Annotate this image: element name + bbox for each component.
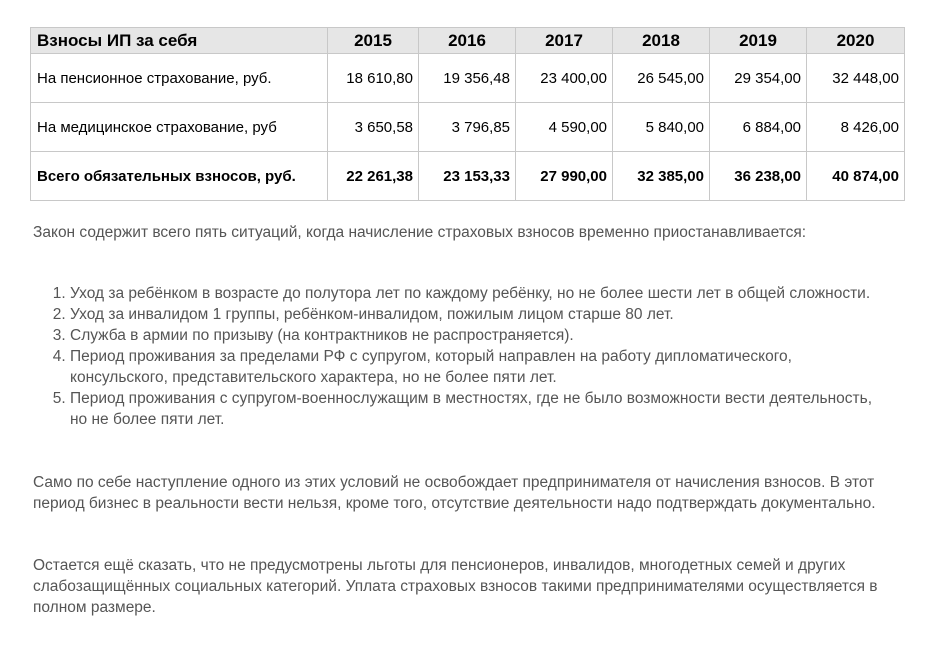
table-cell: 8 426,00 xyxy=(807,103,905,152)
table-cell: 32 448,00 xyxy=(807,54,905,103)
table-header-label: Взносы ИП за себя xyxy=(31,28,328,54)
year-header: 2019 xyxy=(710,28,807,54)
table-cell: 40 874,00 xyxy=(807,152,905,201)
table-row-total xyxy=(31,152,905,201)
table-cell: 36 238,00 xyxy=(710,152,807,201)
list-item: 5. Период проживания с супругом-военнослужащим в местностях, где не было возможности вести деятельность, но не более пяти лет. xyxy=(70,388,893,430)
situations-list xyxy=(33,283,893,430)
year-header: 2016 xyxy=(419,28,516,54)
table-cell: 4 590,00 xyxy=(516,103,613,152)
list-item: 3. Служба в армии по призыву (на контрактников не распространяется). xyxy=(70,325,893,346)
table-cell: 6 884,00 xyxy=(710,103,807,152)
table-cell: 23 400,00 xyxy=(516,54,613,103)
table-header-row xyxy=(31,28,905,54)
row-label: На медицинское страхование, руб xyxy=(31,103,328,152)
table-cell: 32 385,00 xyxy=(613,152,710,201)
table-cell: 26 545,00 xyxy=(613,54,710,103)
year-header: 2020 xyxy=(807,28,905,54)
row-label: Всего обязательных взносов, руб. xyxy=(31,152,328,201)
list-item: 2. Уход за инвалидом 1 группы, ребёнком-инвалидом, пожилым лицом старше 80 лет. xyxy=(70,304,893,325)
list-item: 1. Уход за ребёнком в возрасте до полутора лет по каждому ребёнку, но не более шести лет в общей сложности. xyxy=(70,283,893,304)
table-cell: 27 990,00 xyxy=(516,152,613,201)
insurance-fees-table xyxy=(30,27,905,201)
table-cell: 23 153,33 xyxy=(419,152,516,201)
table-cell: 22 261,38 xyxy=(328,152,419,201)
year-header: 2017 xyxy=(516,28,613,54)
year-header: 2015 xyxy=(328,28,419,54)
table-cell: 3 796,85 xyxy=(419,103,516,152)
table-row-medical xyxy=(31,103,905,152)
table-cell: 5 840,00 xyxy=(613,103,710,152)
table-cell: 3 650,58 xyxy=(328,103,419,152)
row-label: На пенсионное страхование, руб. xyxy=(31,54,328,103)
table-cell: 29 354,00 xyxy=(710,54,807,103)
conditions-paragraph: Само по себе наступление одного из этих условий не освобождает предпринимателя от начисления взносов. В этот период бизнес в реальности вести нельзя, кроме того, отсутствие деятельности надо подтверждать документально. xyxy=(33,474,876,512)
benefits-paragraph: Остается ещё сказать, что не предусмотрены льготы для пенсионеров, инвалидов, многодетных семей и других слабозащищённых социальных категорий. Уплата страховых взносов такими предпринимателями осуществляется в полном размере. xyxy=(33,557,878,616)
table-cell: 19 356,48 xyxy=(419,54,516,103)
year-header: 2018 xyxy=(613,28,710,54)
table-row-pension xyxy=(31,54,905,103)
list-item: 4. Период проживания за пределами РФ с супругом, который направлен на работу дипломатического, консульского, представительского характера, но не более пяти лет. xyxy=(70,346,893,388)
intro-paragraph: Закон содержит всего пять ситуаций, когда начисление страховых взносов временно приостанавливается: xyxy=(33,224,807,241)
table-cell: 18 610,80 xyxy=(328,54,419,103)
